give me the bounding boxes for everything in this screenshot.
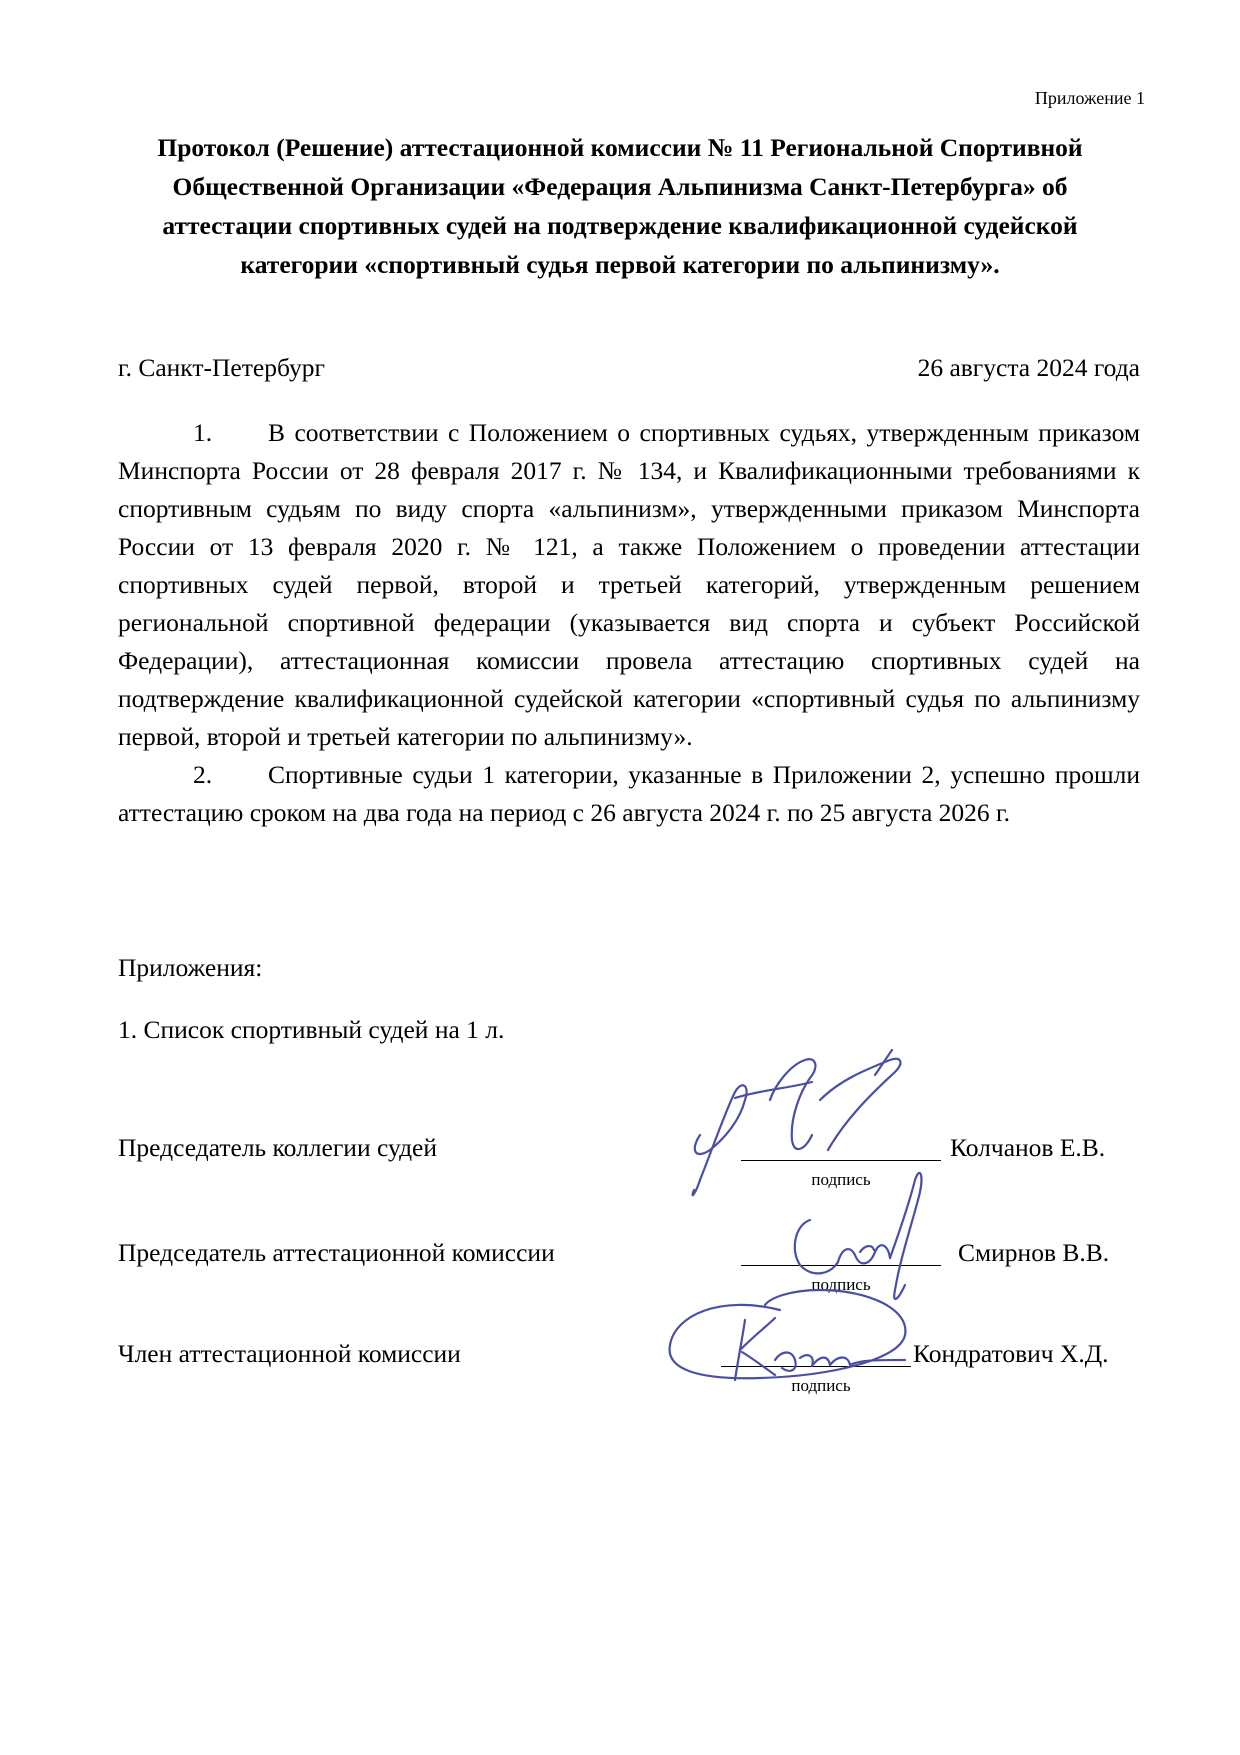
signatory-role: Председатель аттестационной комиссии: [118, 1238, 555, 1267]
paragraph-text: В соответствии с Положением о спортивных судьях, утвержденным приказом Минспорта России от 28 февраля 2017 г. № 134, и Квалификационными требованиями к спортивным судьям по виду спорта «альпинизм», утвержденными приказом Минспорта России от 13 февраля 2020 г. № 121, а также Положением о проведении аттестации спортивных судей первой, второй и третьей категорий, утвержденным решением региональной спортивной федерации (указывается вид спорта и субъект Российской Федерации), аттестационная комиссии провела аттестацию спортивных судей на подтверждение квалификационной судейской категории «спортивный судья по альпинизму первой, второй и третьей категории по альпинизму».: [118, 418, 1140, 751]
signature-caption: подпись: [791, 1376, 851, 1395]
paragraph-1: [118, 414, 1140, 756]
document-date: 26 августа 2024 года: [917, 353, 1140, 382]
signatory-name: Смирнов В.В.: [958, 1238, 1110, 1267]
signatory-role: Член аттестационной комиссии: [118, 1339, 461, 1368]
paragraph-2: [118, 756, 1140, 832]
signatory-name: Кондратович Х.Д.: [913, 1339, 1109, 1368]
signature-line: [741, 1160, 941, 1161]
attachments-heading: Приложения:: [118, 953, 263, 982]
place: г. Санкт-Петербург: [118, 353, 325, 382]
document-body: [118, 414, 1140, 832]
place-date-line: [118, 352, 1140, 384]
paragraph-number: 1.: [193, 418, 213, 447]
document-title: Протокол (Решение) аттестационной комиссии № 11 Региональной Спортивной Общественной Организации «Федерация Альпинизма Санкт-Петербурга» об аттестации спортивных судей на подтверждение квалификационной судейской категории «спортивный судья первой категории по альпинизму».: [157, 133, 1083, 279]
attachment-item: 1. Список спортивный судей на 1 л.: [118, 1015, 505, 1044]
paragraph-text: Спортивные судьи 1 категории, указанные в Приложении 2, успешно прошли аттестацию сроком на два года на период с 26 августа 2024 г. по 25 августа 2026 г.: [118, 760, 1140, 827]
signatory-name: Колчанов Е.В.: [950, 1133, 1106, 1162]
signature-caption: подпись: [811, 1170, 871, 1189]
signature-line: [721, 1366, 911, 1367]
signature-caption: подпись: [811, 1275, 871, 1294]
paragraph-number: 2.: [193, 760, 213, 789]
appendix-label: Приложение 1: [1034, 88, 1145, 108]
signature-line: [741, 1265, 941, 1266]
signatory-role: Председатель коллегии судей: [118, 1133, 438, 1162]
